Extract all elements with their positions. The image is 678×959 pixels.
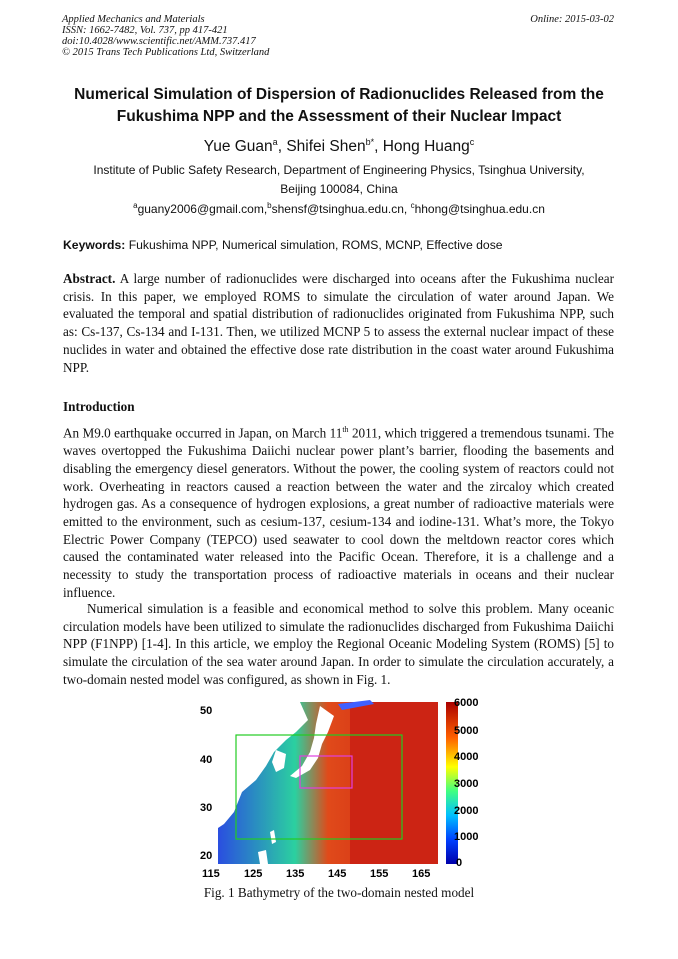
author-sup: b* [365, 137, 375, 147]
x-tick: 115 [202, 868, 220, 880]
x-tick: 165 [412, 868, 431, 880]
affiliation-line: Institute of Public Safety Research, Department of Engineering Physics, Tsinghua University, [93, 163, 585, 177]
online-date: Online: 2015-03-02 [530, 14, 614, 25]
email-link[interactable]: shensf@tsinghua.edu.cn, [271, 202, 408, 216]
x-tick: 145 [328, 868, 347, 880]
keywords-text: Fukushima NPP, Numerical simulation, ROMS, MCNP, Effective dose [128, 238, 503, 252]
author-sup: c [469, 137, 475, 147]
keywords-label: Keywords: [63, 238, 126, 252]
author-name: Hong Huang [382, 138, 470, 156]
colorbar-tick: 5000 [454, 725, 479, 737]
author-name: Shifei Shen [286, 138, 366, 156]
y-tick: 40 [200, 754, 213, 766]
paper-title: Numerical Simulation of Dispersion of Radionuclides Released from the Fukushima NPP and the Assessment of their Nuclear Impact [74, 86, 604, 125]
abstract-label: Abstract. [63, 271, 116, 286]
author-list: Yue Guan$^a$, Shifei Shen$^{b*}$, Hong Huang$^c$ [203, 137, 475, 156]
paragraph [63, 421, 614, 601]
affiliation [40, 161, 638, 199]
colorbar-tick: 3000 [454, 778, 479, 790]
doi: doi:10.4028/www.scientific.net/AMM.737.417 [62, 36, 256, 47]
keywords [63, 236, 623, 254]
bathymetry-figure [200, 692, 480, 882]
affiliation-line: Beijing 100084, China [280, 182, 398, 196]
author-sup: a [272, 137, 278, 147]
email-link[interactable]: guany2006@gmail.com, [137, 202, 268, 216]
copyright: © 2015 Trans Tech Publications Ltd, Switzerland [62, 47, 270, 58]
email-link[interactable]: hhong@tsinghua.edu.cn [414, 202, 545, 216]
journal-name: Applied Mechanics and Materials [62, 14, 205, 25]
figure-caption: Fig. 1 Bathymetry of the two-domain nested model [203, 885, 475, 900]
paragraph-text: 2011, which triggered a tremendous tsunami. The waves overtopped the Fukushima Daiichi nuclear power plant’s barrier, flooding the basements and disabling the emergency diesel generators. Without the power, the cooling system of reactors could not work. Overheating in reactors caused a reaction between the water and the zircaloy which created hydrogen gas. As a consequence of hydrogen explosions, a great number of radioactive materials were emitted to the environment, such as cesium-137, cesium-134 and iodine-131. What’s more, the Tokyo Electric Power Company (TEPCO) used seawater to cool down the meltdown reactor cores which caused the contaminated water released into the Pacific Ocean. Therefore, it is a challenge and a necessity to study the transportation process of radioactive materials in oceans and their nuclear influence. [63, 425, 614, 600]
y-tick: 30 [200, 802, 213, 814]
bathymetry-map [200, 692, 480, 882]
x-tick: 135 [286, 868, 305, 880]
colorbar-tick: 4000 [454, 751, 479, 763]
author-name: Yue Guan [203, 138, 273, 156]
journal-header [62, 14, 442, 58]
colorbar-tick: 6000 [454, 697, 479, 709]
colorbar-tick: 2000 [454, 805, 479, 817]
email-sup: c [410, 201, 415, 210]
colorbar-tick: 0 [456, 857, 463, 869]
email-sup: b [267, 201, 272, 210]
abstract [63, 270, 614, 376]
paragraph-text: An M9.0 earthquake occurred in Japan, on March 11 [63, 425, 343, 441]
superscript: th [342, 425, 349, 434]
abstract-text: A large number of radionuclides were discharged into oceans after the Fukushima nuclear crisis. In this paper, we employed ROMS to simulate the circulation of water around Japan. We evaluated the temporal and spatial distribution of radionuclides originated from Fukushima NPP, such as: Cs-137, Cs-134 and I-131. Then, we utilized MCNP 5 to assess the external nuclear impact of these nuclides in water and obtained the effective dose rate distribution in the coast water around Fukushima NPP. [63, 271, 615, 375]
email-sup: a [133, 201, 138, 210]
colorbar-tick: 1000 [454, 831, 479, 843]
section-heading: Introduction [63, 399, 135, 414]
paragraph: Numerical simulation is a feasible and economical method to solve this problem. Many oceanic circulation models have been utilized to simulate the radionuclides discharged from Fukushima Daiichi NPP (F1NPP) [1-4]. In this article, we employ the Regional Oceanic Modeling System (ROMS) [5] to simulate the circulation of the sea water around Japan. In order to simulate the circulation accurately, a two-domain nested model was configured, as shown in Fig. 1. [63, 601, 614, 687]
deep-ocean [350, 702, 438, 864]
x-tick: 155 [370, 868, 389, 880]
x-tick: 125 [244, 868, 263, 880]
y-tick: 20 [200, 850, 213, 862]
issn: ISSN: 1662-7482, Vol. 737, pp 417-421 [62, 25, 228, 36]
email-list [40, 197, 638, 218]
y-tick: 50 [200, 705, 213, 717]
